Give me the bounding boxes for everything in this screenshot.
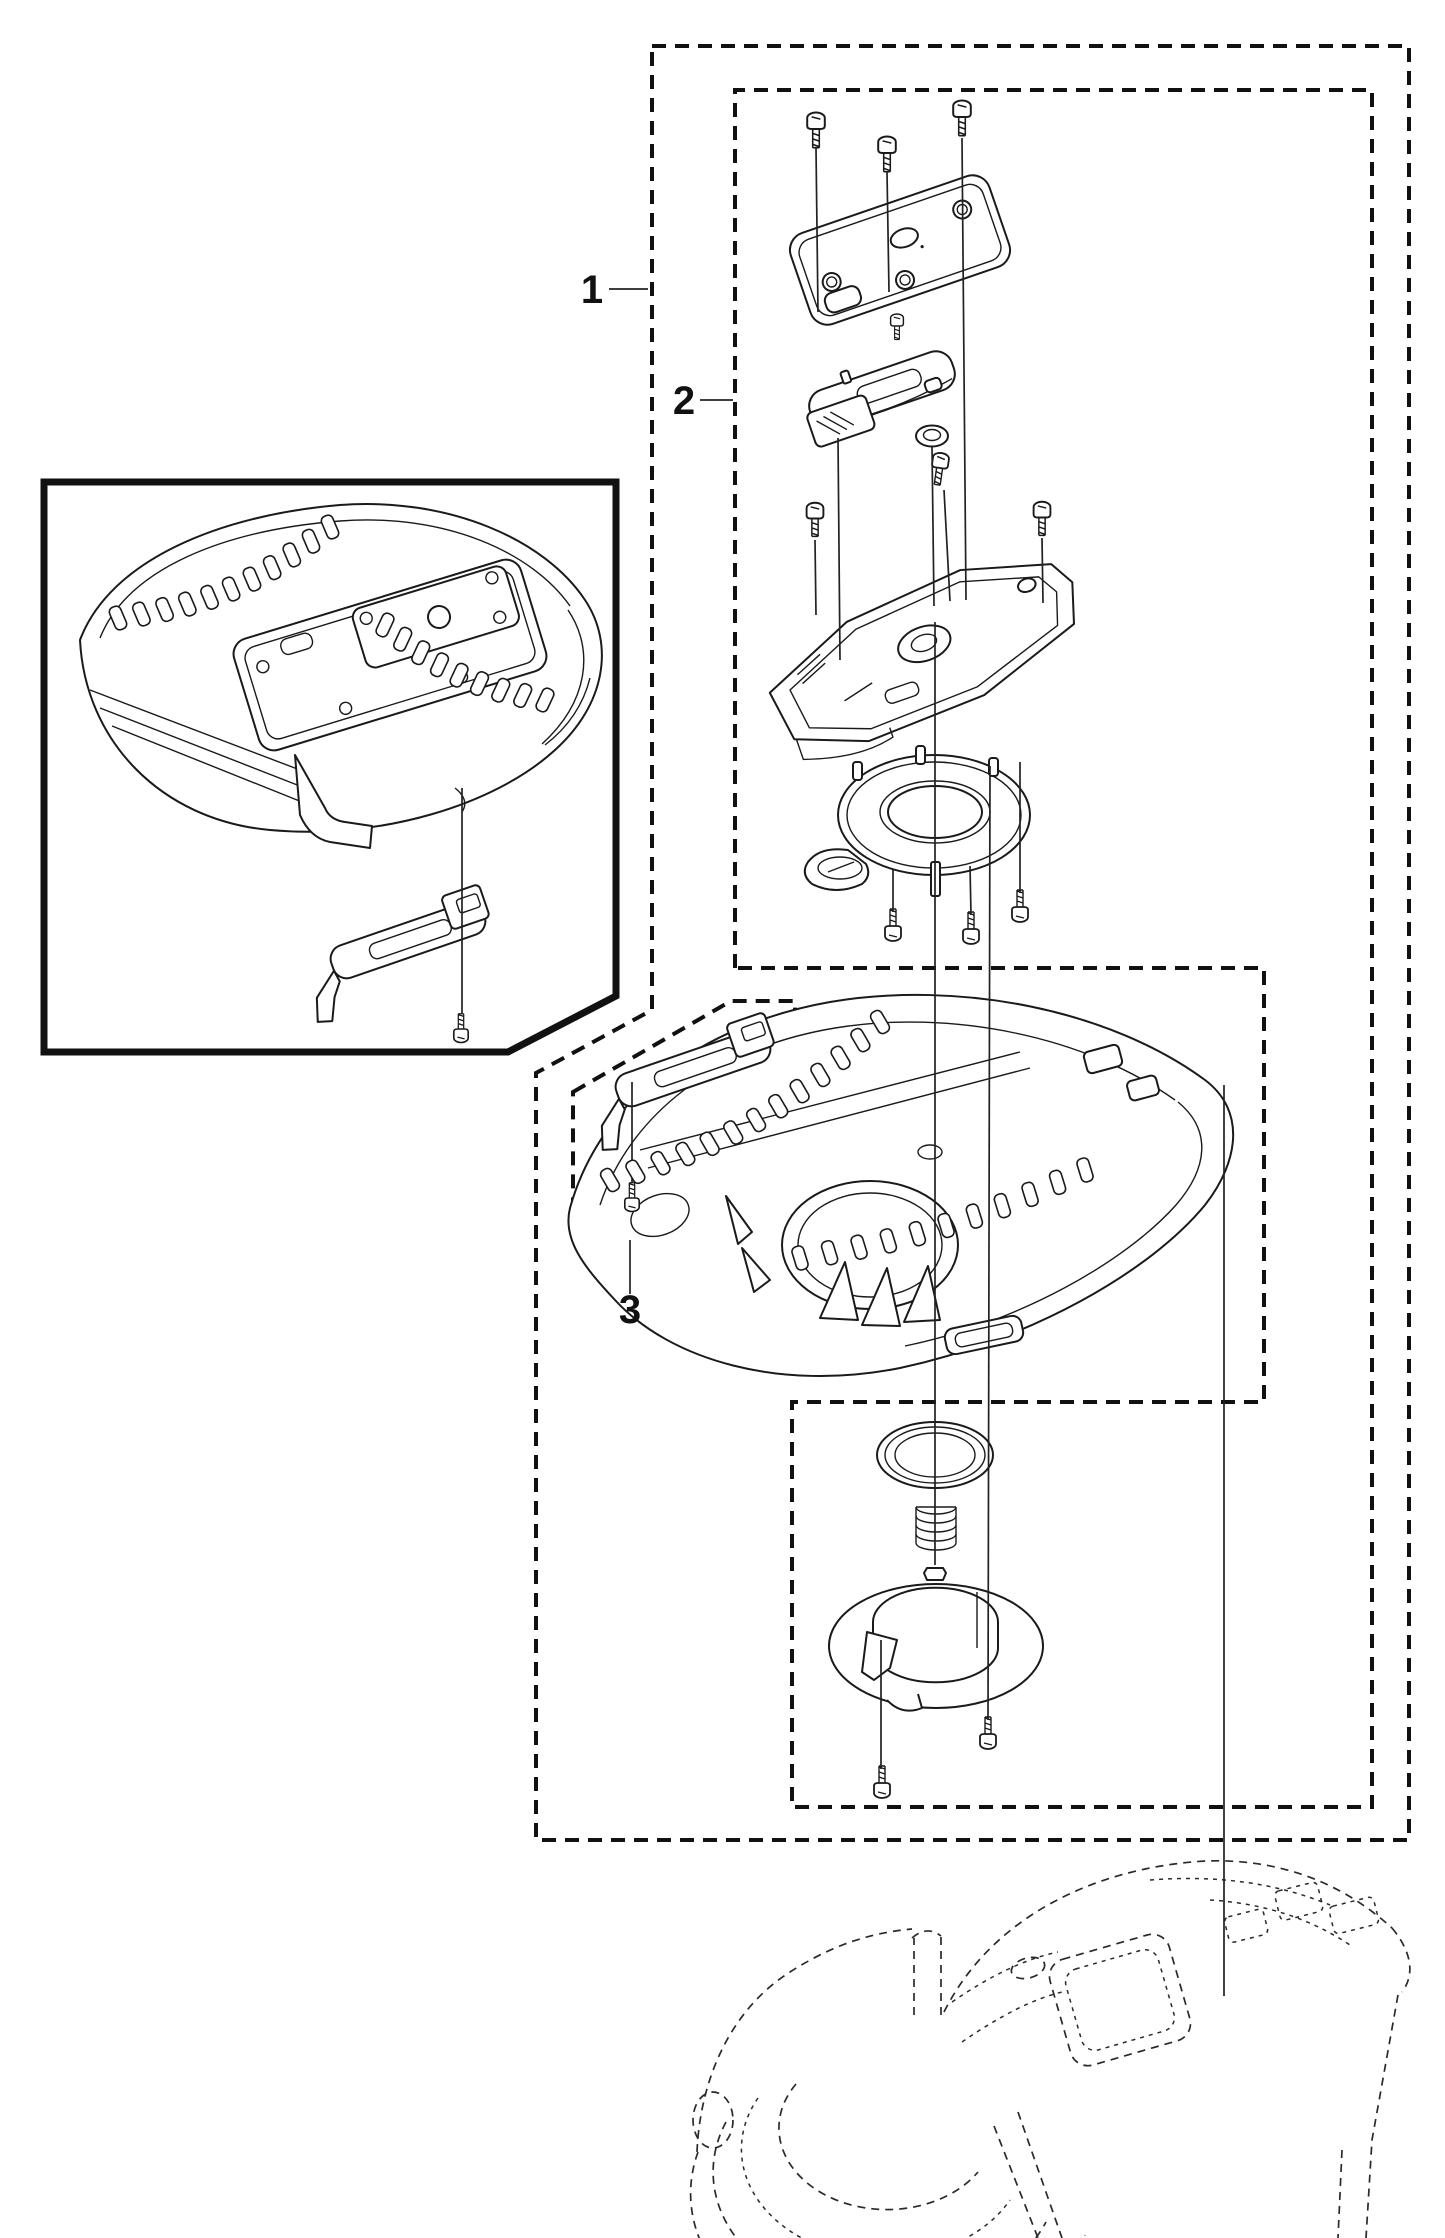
screw-top-middle-icon <box>878 137 896 172</box>
cover-gasket-plate <box>785 170 1015 329</box>
nut <box>924 1568 946 1580</box>
callout-2-label: 2 <box>672 379 696 423</box>
screw-top-left-icon <box>807 113 825 148</box>
speaker-gasket-ring <box>805 746 1030 896</box>
chassis-deck <box>568 995 1233 1376</box>
assembled-unit <box>80 504 602 848</box>
collar-screw-left-icon <box>874 1766 890 1798</box>
mini-screw-icon <box>891 314 904 340</box>
screw-lid-right-icon <box>1034 502 1051 536</box>
callout-1-label: 1 <box>580 268 604 312</box>
screws <box>454 101 1051 1799</box>
group-box-2 <box>735 90 1372 1807</box>
ring-screw-middle-icon <box>963 912 979 944</box>
grommet <box>916 426 948 447</box>
callout-3-label: 3 <box>618 1288 642 1332</box>
clip-assembled <box>292 884 505 1026</box>
ring-screw-left-icon <box>885 909 901 941</box>
spring <box>916 1507 956 1550</box>
screw-lid-left-icon <box>807 503 824 537</box>
housing-lid <box>752 537 1102 774</box>
clip-assembled-screw-icon <box>454 1014 468 1043</box>
screw-top-right-icon <box>953 101 971 136</box>
ring-screw-right-icon <box>1012 890 1028 922</box>
collar-screw-right-icon <box>980 1717 996 1749</box>
collar-ring <box>829 1584 1043 1711</box>
mower-body-phantom <box>691 1861 1410 2238</box>
